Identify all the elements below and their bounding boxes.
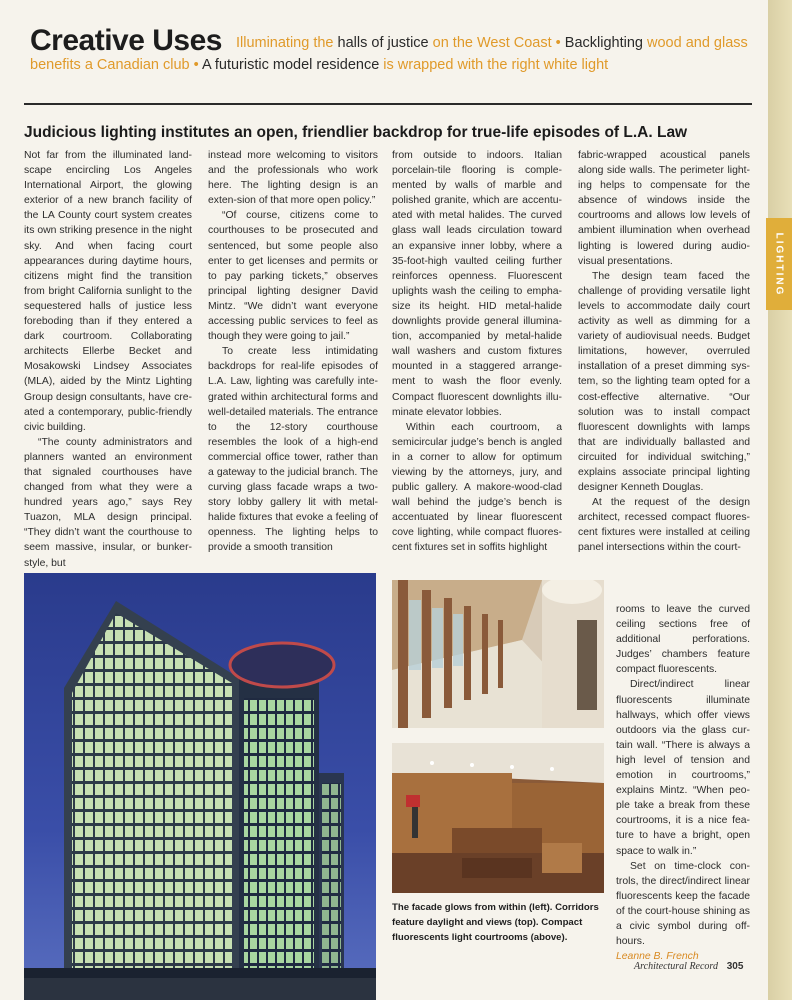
paragraph: “Of course, citizens come to courthouses to be prosecuted and sentenced, but some people also enter to get licenses and permits or to pay parking tickets,” observes principal lighting designer David Mintz. “We didn’t want everyone accessing public services to feel as though they were going to jail.”	[208, 210, 378, 343]
paragraph: instead more welcoming to visitors and the professionals who work here. The lighting design is an exten-sion of that more open policy.”	[208, 150, 378, 207]
page-gutter	[768, 0, 792, 1000]
paragraph: fabric-wrapped acoustical panels along side walls. The perimeter light-ing helps to compensate for the absence of windows inside the courtrooms and allows low levels of ambient illumination when overhead lighting is lowered during audio-visual presentations.	[578, 150, 750, 267]
magazine-name: Architectural Record	[634, 961, 718, 972]
deck-6: is wrapped with the right white light	[379, 57, 609, 73]
header-rule	[24, 103, 752, 105]
photo-courtroom	[392, 743, 604, 893]
paragraph: At the request of the design architect, recessed compact fluores-cent fixtures were installed at ceiling panel intersections within the court-	[578, 497, 750, 554]
paragraph: Within each courtroom, a semicircular judge’s bench is angled in a corner to allow for optimum viewing by the attorneys, jury, and public gallery. A makore-wood-clad wall behind the judge’s bench is accentuated by linear fluorescent cove lighting, while compact fluores-cent fixtures set in soffits highlight	[392, 421, 562, 554]
deck-1: halls of justice	[337, 35, 429, 51]
section-header	[30, 24, 750, 76]
deck-5: A futuristic model residence	[201, 57, 380, 73]
photo-caption: The facade glows from within (left). Corridors feature daylight and views (top). Compact fluorescents light courtrooms (above).	[392, 902, 599, 943]
author-byline: Leanne B. French	[616, 951, 699, 963]
column-2	[208, 148, 378, 556]
paragraph: from outside to indoors. Italian porcelain-tile flooring is comple-mented by walls of marble and polished granite, which are accentu-ated with metal halides. The curved glass wall leads circulation toward an expansive inner lobby, where a 35-foot-high vaulted ceiling further reinforces openness. Fluorescent uplights wash the ceiling to empha-size its height. HID metal-halide downlights provide general illumina-tion, accompanied by metal-halide wall washers and custom fixtures mounted in a staggered arrange-ment to wash the floor evenly. Compact fluorescent downlights illu-minate elevator lobbies.	[392, 150, 562, 418]
column-3	[392, 148, 562, 556]
deck-4: wood and glass benefits a Canadian club •	[30, 35, 748, 73]
page-footer	[634, 961, 743, 972]
paragraph: rooms to leave the curved ceiling sections free of additional perforations. Judges’ chambers feature compact fluorescents.	[616, 604, 750, 676]
deck-0: Illuminating the	[235, 35, 338, 51]
page-number: 305	[726, 961, 744, 972]
section-tab	[766, 218, 792, 310]
deck-2: on the West Coast •	[428, 35, 565, 51]
photo-corridor	[392, 580, 604, 728]
article-headline: Judicious lighting institutes an open, friendlier backdrop for true-life episodes of L.A. Law	[24, 124, 688, 141]
paragraph: Not far from the illuminated land-scape encircling Los Angeles International Airport, the glowing exterior of a new branch facility of the LA County court system creates its own striking presence in the night sky. And when facing court appearances during daytime hours, citizens might find the transition from bright California sunlight to the sequestered halls of justice less foreboding than if they entered a dark courtroom. Collaborating architects Ellerbe Becket and Mosakowski Lindsey Associates (MLA), aided by the Mintz Lighting Group design consultants, have cre-ated a contemporary, public-friendly civic building.	[24, 150, 192, 433]
column-1	[24, 148, 192, 571]
photo-facade	[24, 573, 376, 1000]
paragraph: To create less intimidating backdrops for real-life episodes of L.A. Law, lighting was carefully inte-grated within architectural forms and well-detailed materials. The entrance to the 12-story courthouse resembles the look of a high-end commercial office tower, rather than a gateway to the judicial branch. The curving glass facade wraps a two-story lobby gallery lit with metal-halide fixtures that evoke a feeling of openness. The lighting helps to provide a smooth transition	[208, 346, 378, 554]
section-tab-label: LIGHTING	[773, 232, 785, 296]
column-4	[578, 148, 750, 556]
column-5	[616, 602, 750, 964]
paragraph: Set on time-clock con-trols, the direct/indirect linear fluorescents keep the facade of the court-house shining as a civic symbol during off-hours.	[616, 860, 750, 948]
paragraph: Direct/indirect linear fluorescents illuminate hallways, which offer views outdoors via the glass cur-tain wall. “There is always a high level of tension and emotion in courtrooms,” explains Mintz. “When peo-ple take a break from these courtrooms, it is a nice fea-ture to have a bright, open space to walk in.”	[616, 679, 750, 857]
paragraph: “The county administrators and planners wanted an environment that signaled courthouses have changed from what they were a hundred years ago,” says Rey Tuazon, MLA design principal. “They didn’t want the courthouse to seem massive, insular, or bunker-style, but	[24, 436, 192, 569]
paragraph: The design team faced the challenge of providing versatile light levels to accommodate daily court activity as well as dimming for a variety of audiovisual needs. Budget limitations, however, overruled installation of a preset dimming sys-tem, so the lighting team opted for a cost-effective alternative. “Our solution was to install compact fluorescent downlights with lamps that are individually ballasted and circuited for individual switching,” explains associate principal lighting designer Kenneth Douglas.	[578, 270, 750, 494]
deck-3: Backlighting	[564, 35, 648, 51]
section-title: Creative Uses	[30, 24, 222, 57]
